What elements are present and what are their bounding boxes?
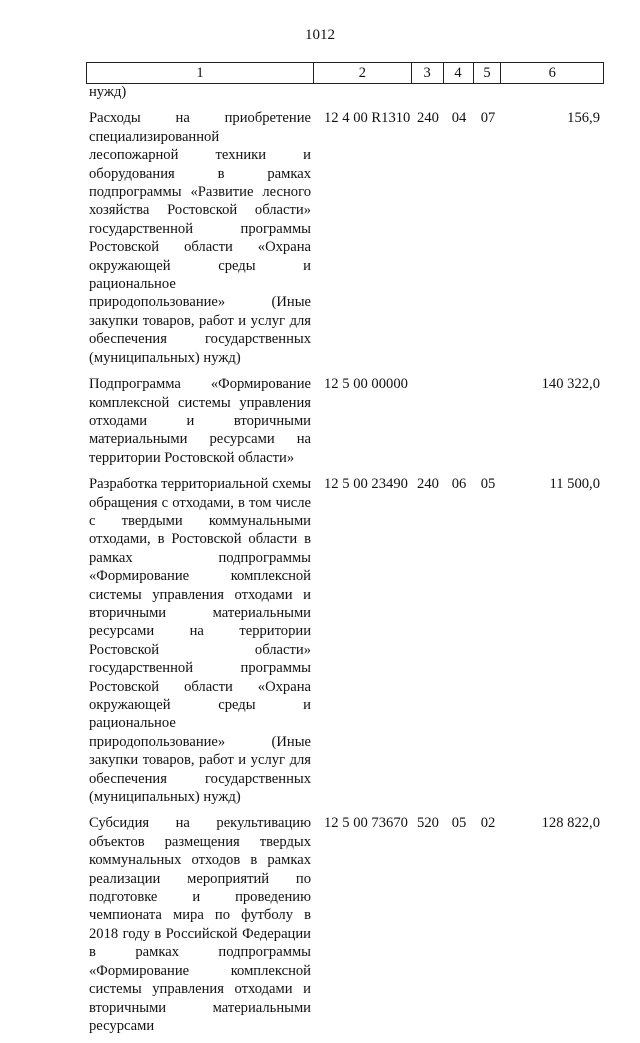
row-code: 12 5 00 23490 xyxy=(324,476,408,493)
row-sum: 140 322,0 xyxy=(541,376,600,393)
row-code: 12 5 00 73670 xyxy=(324,815,408,832)
row-description: нужд) xyxy=(89,84,127,100)
row-vr xyxy=(412,83,444,101)
row-sum: 128 822,0 xyxy=(541,815,600,832)
header-col-4: 4 xyxy=(444,63,474,83)
row-pr xyxy=(474,375,502,467)
header-col-5: 5 xyxy=(474,63,502,83)
row-description: Субсидия на рекультивацию объектов размещения твердых коммунальных отходов в рамках реализации мероприятий по подготовке и проведению чемпионата мира по футболу в 2018 году в Российской Федерации в рамках подпрограммы «Формирование комплексной системы управления отходами и вторичными материальными ресурсами xyxy=(89,815,311,1034)
row-pr: 02 xyxy=(480,815,496,832)
row-rz xyxy=(444,83,474,101)
header-col-2: 2 xyxy=(314,63,412,83)
table-row xyxy=(86,83,604,101)
table-header xyxy=(86,62,604,84)
row-vr: 240 xyxy=(417,110,439,127)
row-rz: 04 xyxy=(451,110,467,127)
row-pr: 07 xyxy=(480,110,496,127)
page-number: 1012 xyxy=(305,27,335,43)
header-col-1: 1 xyxy=(87,63,314,83)
row-description: Расходы на приобретение специализированной лесопожарной техники и оборудования в рамках подпрограммы «Развитие лесного хозяйства Ростовской области» государственной программы Ростовской области «Охрана окружающей среды и рациональное природопользование» (Иные закупки товаров, работ и услуг для обеспечения государственных (муниципальных) нужд) xyxy=(89,110,311,366)
table-row xyxy=(86,814,604,1035)
row-vr xyxy=(412,375,444,467)
row-vr: 240 xyxy=(417,476,439,493)
header-col-6: 6 xyxy=(548,64,556,81)
table-row xyxy=(86,375,604,467)
row-code: 12 4 00 R1310 xyxy=(324,110,411,127)
table-row xyxy=(86,475,604,806)
row-code xyxy=(314,83,412,101)
row-code: 12 5 00 00000 xyxy=(324,376,408,393)
row-vr: 520 xyxy=(417,815,439,832)
row-description: Разработка территориальной схемы обращения с отходами, в том числе с твердыми коммунальными отходами, в Ростовской области в рамках подпрограммы «Формирование комплексной системы управления отходами и вторичными материальными ресурсами на территории Ростовской области» государственной программы Ростовской области «Охрана окружающей среды и рациональное природопользование» (Иные закупки товаров, работ и услуг для обеспечения государственных (муниципальных) нужд) xyxy=(89,476,311,806)
row-sum xyxy=(502,83,604,101)
row-pr xyxy=(474,83,502,101)
row-pr: 05 xyxy=(480,476,496,493)
row-rz: 05 xyxy=(451,815,467,832)
row-rz xyxy=(444,375,474,467)
table-row xyxy=(86,109,604,367)
row-sum: 11 500,0 xyxy=(549,476,600,493)
table-body xyxy=(86,86,604,1043)
row-sum: 156,9 xyxy=(567,110,600,127)
header-col-3: 3 xyxy=(412,63,444,83)
row-rz: 06 xyxy=(451,476,467,493)
row-description: Подпрограмма «Формирование комплексной системы управления отходами и вторичными материальными ресурсами на территории Ростовской области» xyxy=(89,376,311,466)
